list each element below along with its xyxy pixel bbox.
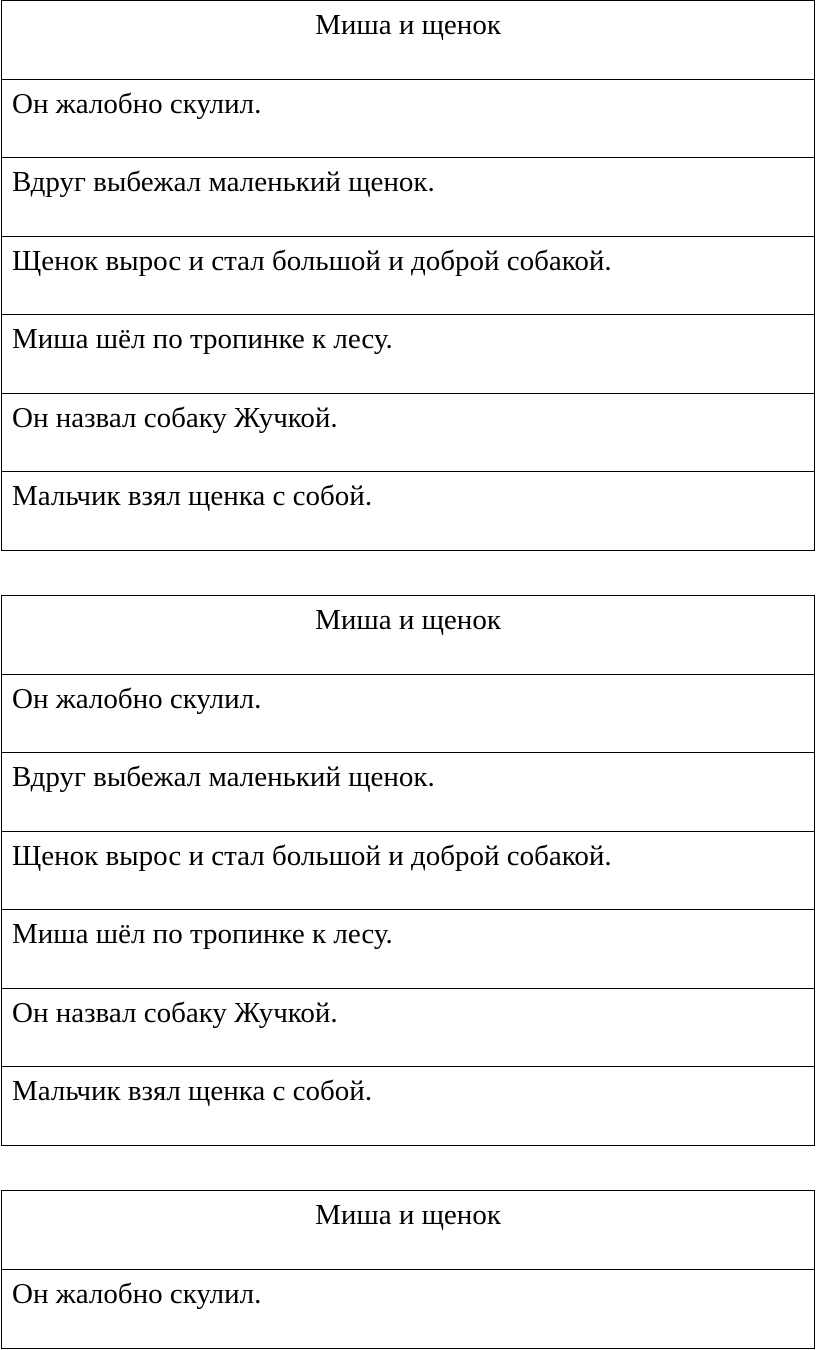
table-title: Миша и щенок: [2, 1, 814, 80]
table-row: Он назвал собаку Жучкой.: [2, 989, 814, 1068]
table-row: Миша шёл по тропинке к лесу.: [2, 910, 814, 989]
sentence-table-1: [1, 0, 815, 551]
table-row: Мальчик взял щенка с собой.: [2, 1067, 814, 1146]
table-row: Он назвал собаку Жучкой.: [2, 394, 814, 473]
table-row: Миша шёл по тропинке к лесу.: [2, 315, 814, 394]
table-row: Мальчик взял щенка с собой.: [2, 472, 814, 551]
sentence-table-2: [1, 595, 815, 1146]
table-row: Он жалобно скулил.: [2, 80, 814, 159]
table-row: Щенок вырос и стал большой и доброй собакой.: [2, 832, 814, 911]
table-row: Он жалобно скулил.: [2, 675, 814, 754]
sentence-table-3: [1, 1190, 815, 1349]
table-row: Вдруг выбежал маленький щенок.: [2, 158, 814, 237]
table-row: Он жалобно скулил.: [2, 1270, 814, 1349]
table-row: Щенок вырос и стал большой и доброй собакой.: [2, 237, 814, 316]
table-title: Миша и щенок: [2, 1191, 814, 1270]
table-row: Вдруг выбежал маленький щенок.: [2, 753, 814, 832]
table-title: Миша и щенок: [2, 596, 814, 675]
